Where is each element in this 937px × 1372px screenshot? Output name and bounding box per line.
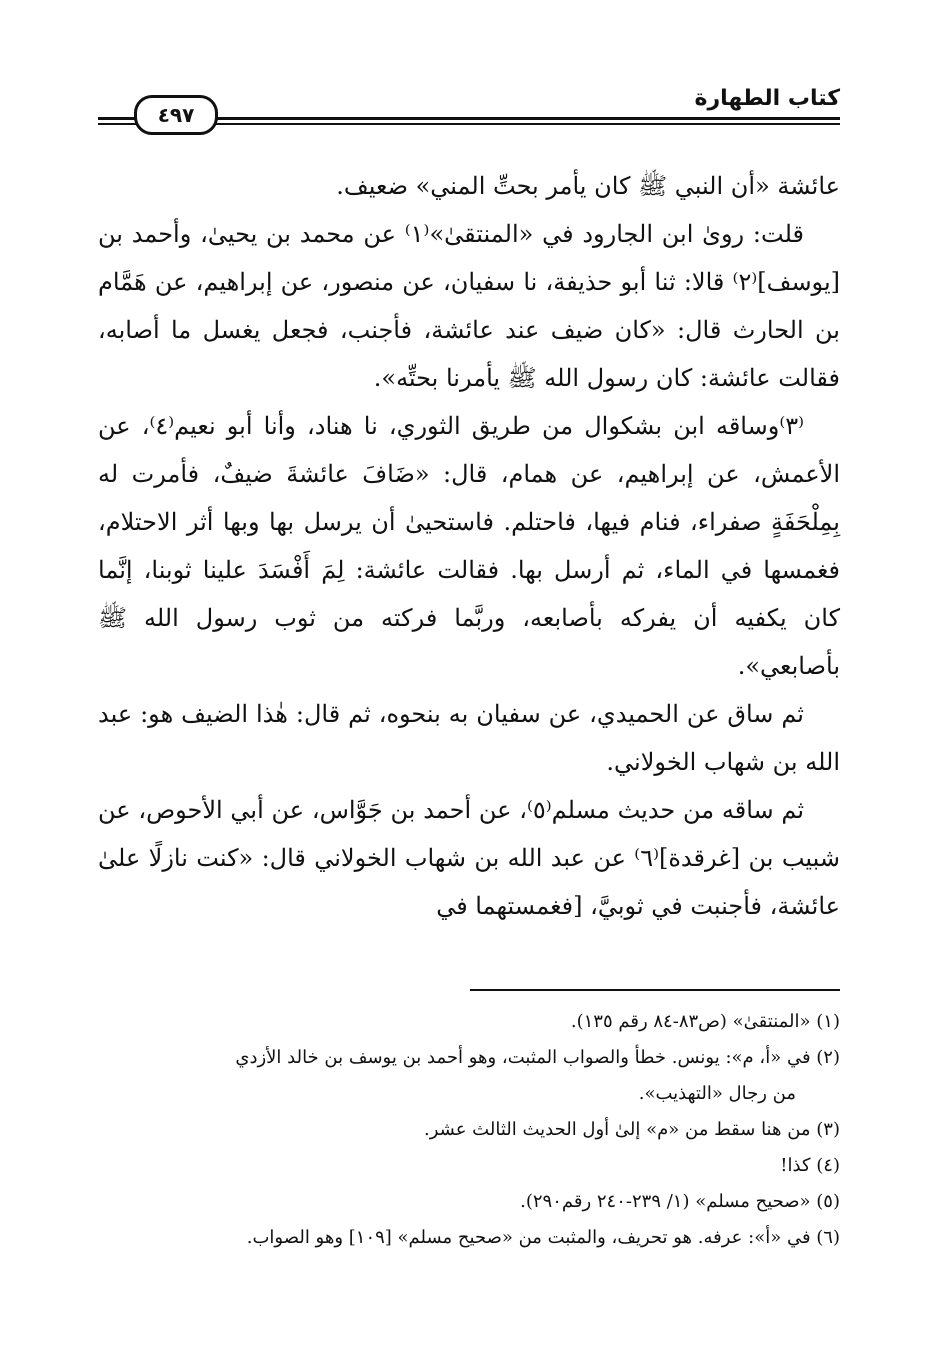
footnote-separator xyxy=(470,989,840,991)
footnote: (٣) من هنا سقط من «م» إلیٰ أول الحديث الثالث عشر. xyxy=(424,1119,840,1140)
footnote: (٢) في «أ، م»: يونس. خطأ والصواب المثبت، وهو أحمد بن يوسف بن خالد الأزدي xyxy=(235,1047,840,1068)
chapter-title: كتاب الطهارة xyxy=(687,86,840,111)
footnote: (٤) كذا! xyxy=(780,1155,840,1176)
page-number-badge: ٤٩٧ xyxy=(134,95,218,135)
paragraph: عائشة «أن النبي ﷺ كان يأمر بحتِّ المني» ضعيف. xyxy=(336,172,840,200)
footnote: (٦) في «أ»: عرفه. هو تحريف، والمثبت من «صحيح مسلم» [١٠٩] وهو الصواب. xyxy=(246,1227,840,1248)
footnote: (٥) «صحيح مسلم» (١/ ٢٣٩-٢٤٠ رقم٢٩٠). xyxy=(520,1191,840,1212)
footnote-continuation: من رجال «التهذيب». xyxy=(638,1083,796,1104)
footnotes xyxy=(98,1004,840,1256)
paragraph: ثم ساقه من حديث مسلم⁽٥⁾، عن أحمد بن جَوَّاس، عن أبي الأحوص، عن شبيب بن [غرقدة]⁽٦⁾ عن عبد الله بن شهاب الخولاني قال: «كنت نازلًا علیٰ عائشة، فأجنبت في ثوبيَّ، [فغمستهما في xyxy=(98,796,840,920)
paragraph: قلت: رویٰ ابن الجارود في «المنتقیٰ»⁽١⁾ عن محمد بن یحییٰ، وأحمد بن [یوسف]⁽٢⁾ قالا: ثنا أبو حذيفة، نا سفيان، عن منصور، عن إبراهيم، عن هَمَّام بن الحارث قال: «كان ضيف عند عائشة، فأجنب، فجعل يغسل ما أصابه، فقالت عائشة: كان رسول الله ﷺ يأمرنا بحتِّه». xyxy=(98,220,840,392)
footnote: (١) «المنتقیٰ» (ص٨٣-٨٤ رقم ١٣٥). xyxy=(570,1011,840,1032)
paragraph: ⁽٣⁾وساقه ابن بشكوال من طريق الثوري، نا هناد، وأنا أبو نعيم⁽٤⁾، عن الأعمش، عن إبراهيم، عن همام، قال: «ضَافَ عائشةَ ضيفٌ، فأمرت له بِمِلْحَفَةٍ صفراء، فنام فيها، فاحتلم. فاستحییٰ أن يرسل بها وبها أثر الاحتلام، فغمسها في الماء، ثم أرسل بها. فقالت عائشة: لِمَ أَفْسَدَ علينا ثوبنا، إنَّما كان يكفيه أن يفركه بأصابعه، وربَّما فركته من ثوب رسول الله ﷺ بأصابعي». xyxy=(98,412,840,680)
running-header xyxy=(98,86,840,132)
paragraph: ثم ساق عن الحميدي، عن سفيان به بنحوه، ثم قال: هٰذا الضيف هو: عبد الله بن شهاب الخولاني. xyxy=(98,700,840,776)
main-text xyxy=(98,162,840,930)
